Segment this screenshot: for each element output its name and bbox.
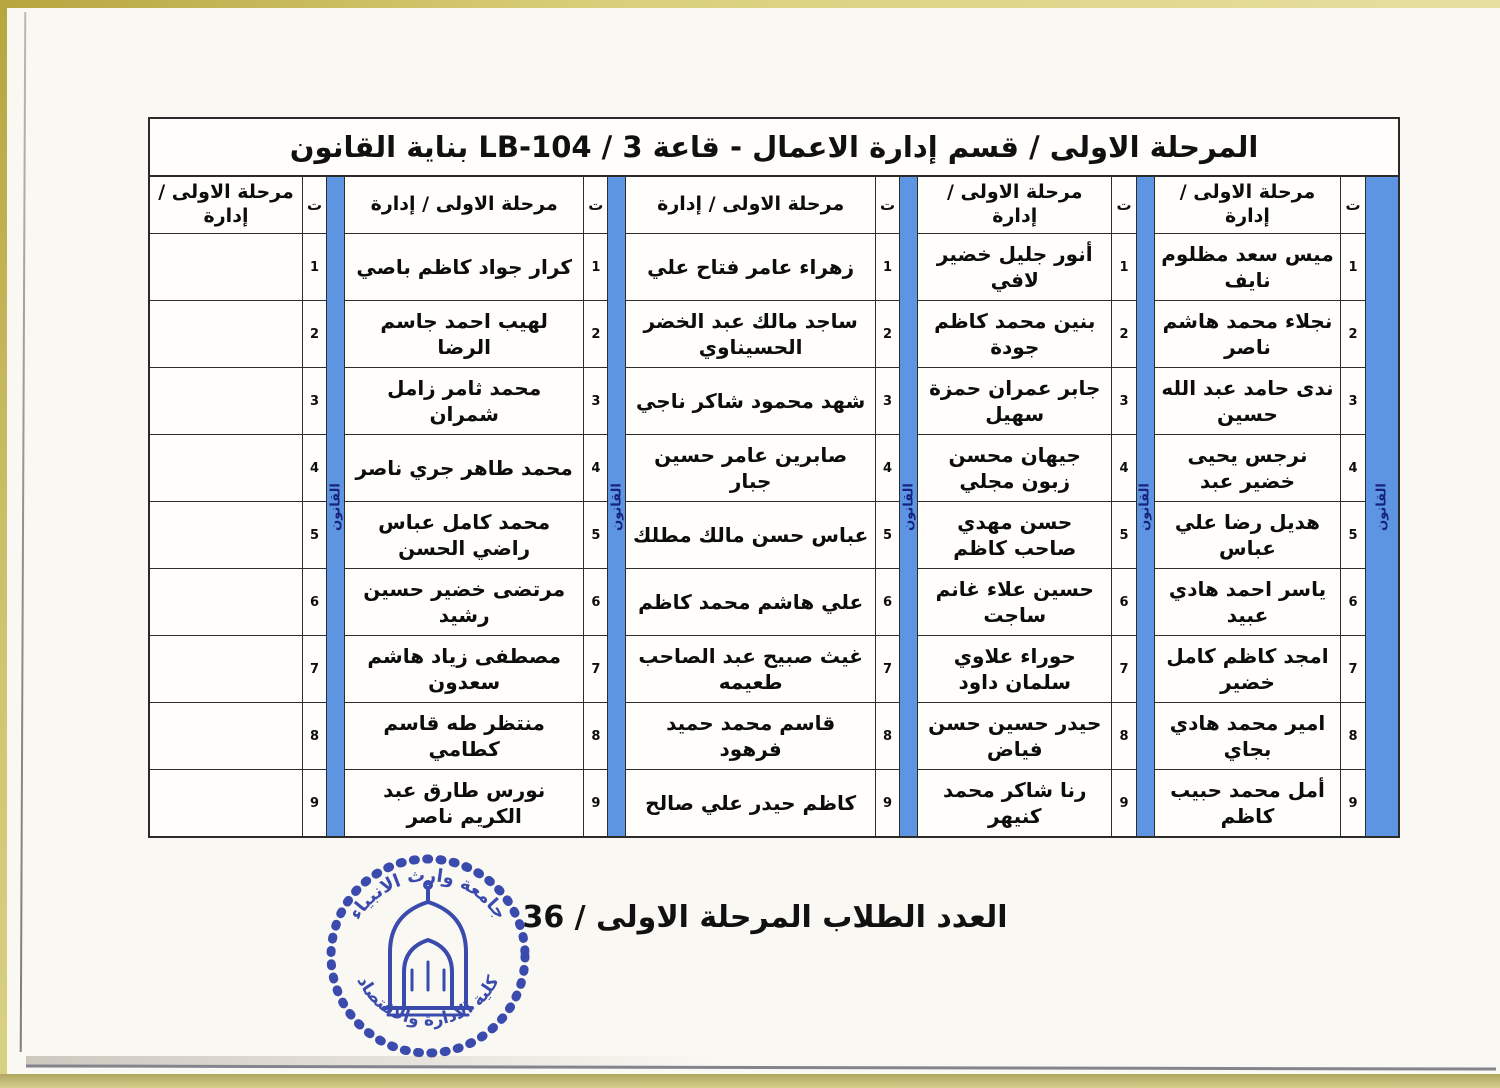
scan-edge-top — [0, 0, 1500, 8]
law-building-bar-label: القانون — [1374, 482, 1390, 531]
row-number-cell: 1 — [876, 234, 899, 301]
row-number-cell: 8 — [1341, 703, 1364, 770]
row-number-cell: 5 — [303, 502, 326, 569]
row-number-cell: 3 — [303, 368, 326, 435]
scan-edge-left — [0, 0, 7, 1088]
row-number-cell: 1 — [1341, 234, 1364, 301]
row-number-cell: 8 — [876, 703, 899, 770]
student-name-cell: نجلاء محمد هاشم ناصر — [1155, 301, 1341, 368]
law-building-bar — [326, 177, 344, 836]
row-number-cell: 2 — [1341, 301, 1364, 368]
row-number-cell: 5 — [584, 502, 607, 569]
student-list-table — [148, 117, 1400, 838]
stamp-arch — [390, 902, 466, 1008]
row-number-cell: 4 — [876, 435, 899, 502]
student-name-cell: هديل رضا علي عباس — [1155, 502, 1341, 569]
index-column — [1111, 177, 1135, 836]
row-number-cell: 9 — [310, 795, 320, 811]
student-name-cell: حوراء علاوي سلمان داود — [918, 636, 1111, 703]
column-header-cell: مرحلة الاولى / إدارة — [150, 177, 302, 234]
student-name-cell: علي هاشم محمد كاظم — [626, 569, 875, 636]
student-name-cell — [150, 301, 302, 368]
row-number-cell: 7 — [584, 636, 607, 703]
student-name-cell: قاسم محمد حميد فرهود — [626, 703, 875, 770]
law-building-bar-label: القانون — [609, 482, 625, 531]
column-header-cell: مرحلة الاولى / إدارة — [626, 177, 875, 234]
row-number-cell: 9 — [591, 795, 601, 811]
index-header-cell: ت — [584, 177, 607, 234]
student-name-cell: غيث صبيح عبد الصاحب طعيمه — [626, 636, 875, 703]
student-name-cell: أمل محمد حبيب كاظم — [1170, 778, 1325, 828]
student-name-cell: بنين محمد كاظم جودة — [918, 301, 1111, 368]
law-building-bar-label: القانون — [1137, 482, 1153, 531]
row-number-cell: 5 — [1112, 502, 1135, 569]
index-column — [583, 177, 607, 836]
student-name-cell: امجد كاظم كامل خضير — [1155, 636, 1341, 703]
row-number-cell: 9 — [1119, 795, 1129, 811]
student-name-cell — [150, 703, 302, 770]
student-count-text: العدد الطلاب المرحلة الاولى / 36 — [522, 899, 1008, 935]
student-name-cell: ميس سعد مظلوم نايف — [1155, 234, 1341, 301]
student-name-cell — [150, 234, 302, 301]
row-number-cell: 9 — [883, 795, 893, 811]
row-number-cell: 4 — [584, 435, 607, 502]
stamp-top-text: جامعة وارث الانبياء — [344, 864, 511, 924]
student-name-cell: لهيب احمد جاسم الرضا — [345, 301, 583, 368]
row-number-cell: 8 — [303, 703, 326, 770]
student-name-cell: مرتضى خضير حسين رشيد — [345, 569, 583, 636]
row-number-cell: 3 — [1112, 368, 1135, 435]
row-number-cell: 2 — [876, 301, 899, 368]
index-header-cell: ت — [1112, 177, 1135, 234]
row-number-cell: 3 — [584, 368, 607, 435]
names-column — [625, 177, 875, 836]
row-number-cell: 7 — [1341, 636, 1364, 703]
row-number-cell: 6 — [584, 569, 607, 636]
row-number-cell: 3 — [1341, 368, 1364, 435]
law-building-bar — [899, 177, 917, 836]
table-title: المرحلة الاولى / قسم إدارة الاعمال - قاعة 3 / LB-104 بناية القانون — [150, 119, 1398, 177]
student-name-cell — [150, 770, 302, 836]
row-number-cell: 4 — [1112, 435, 1135, 502]
law-building-bar — [1136, 177, 1154, 836]
student-name-cell: جابر عمران حمزة سهيل — [918, 368, 1111, 435]
row-number-cell: 2 — [1112, 301, 1135, 368]
index-header-cell: ت — [876, 177, 899, 234]
row-number-cell: 6 — [1112, 569, 1135, 636]
column-header-cell: مرحلة الاولى / إدارة — [918, 177, 1111, 234]
student-name-cell — [150, 368, 302, 435]
stamp-graphic — [302, 850, 554, 1064]
student-name-cell: محمد طاهر جري ناصر — [345, 435, 583, 502]
row-number-cell: 1 — [303, 234, 326, 301]
student-name-cell: كرار جواد كاظم باصي — [345, 234, 583, 301]
law-building-bar-label: القانون — [901, 482, 917, 531]
student-name-cell: كاظم حيدر علي صالح — [645, 791, 857, 815]
student-name-cell: أنور جليل خضير لافي — [918, 234, 1111, 301]
scan-edge-bottom — [0, 1074, 1500, 1088]
column-header-cell: مرحلة الاولى / إدارة — [1155, 177, 1341, 234]
index-column — [875, 177, 899, 836]
student-name-cell: ياسر احمد هادي عبيد — [1155, 569, 1341, 636]
row-number-cell: 7 — [303, 636, 326, 703]
row-number-cell: 5 — [1341, 502, 1364, 569]
index-column — [302, 177, 326, 836]
student-name-cell: عباس حسن مالك مطلك — [626, 502, 875, 569]
student-name-cell — [150, 569, 302, 636]
student-name-cell: صابرين عامر حسين جبار — [626, 435, 875, 502]
student-name-cell: رنا شاكر محمد كنيهر — [943, 778, 1087, 828]
student-name-cell: ساجد مالك عبد الخضر الحسيناوي — [626, 301, 875, 368]
page-left-edge-line — [20, 12, 27, 1052]
row-number-cell: 2 — [584, 301, 607, 368]
student-name-cell: جيهان محسن زبون مجلي — [918, 435, 1111, 502]
column-header-cell: مرحلة الاولى / إدارة — [345, 177, 583, 234]
row-number-cell: 9 — [1348, 795, 1358, 811]
names-column — [917, 177, 1111, 836]
student-name-cell: نرجس يحيى خضير عبد — [1155, 435, 1341, 502]
page-bottom-edge-line — [26, 1064, 1496, 1070]
row-number-cell: 1 — [584, 234, 607, 301]
row-number-cell: 4 — [303, 435, 326, 502]
names-column — [150, 177, 302, 836]
row-number-cell: 2 — [303, 301, 326, 368]
student-name-cell — [150, 502, 302, 569]
row-number-cell: 8 — [584, 703, 607, 770]
student-name-cell — [150, 636, 302, 703]
row-number-cell: 5 — [876, 502, 899, 569]
student-name-cell: ندى حامد عبد الله حسين — [1155, 368, 1341, 435]
row-number-cell: 4 — [1341, 435, 1364, 502]
student-name-cell: محمد ثامر زامل شمران — [345, 368, 583, 435]
university-stamp — [302, 850, 554, 1064]
student-name-cell: حسن مهدي صاحب كاظم — [918, 502, 1111, 569]
law-building-bar — [607, 177, 625, 836]
law-building-bar-label: القانون — [328, 482, 344, 531]
student-name-cell — [150, 435, 302, 502]
index-header-cell: ت — [303, 177, 326, 234]
row-number-cell: 6 — [876, 569, 899, 636]
stamp-bottom-text: كلية الادارة والاقتصاد — [352, 972, 504, 1031]
names-column — [344, 177, 583, 836]
law-building-bar — [1365, 177, 1398, 836]
row-number-cell: 8 — [1112, 703, 1135, 770]
table-grid — [150, 177, 1398, 836]
student-name-cell: شهد محمود شاكر ناجي — [626, 368, 875, 435]
student-name-cell: نورس طارق عبد الكريم ناصر — [383, 778, 546, 828]
names-column — [1154, 177, 1341, 836]
row-number-cell: 6 — [303, 569, 326, 636]
row-number-cell: 1 — [1112, 234, 1135, 301]
student-name-cell: منتظر طه قاسم كطامي — [345, 703, 583, 770]
student-name-cell: زهراء عامر فتاح علي — [626, 234, 875, 301]
row-number-cell: 6 — [1341, 569, 1364, 636]
student-name-cell: حيدر حسين حسن فياض — [918, 703, 1111, 770]
row-number-cell: 7 — [1112, 636, 1135, 703]
row-number-cell: 3 — [876, 368, 899, 435]
student-name-cell: حسين علاء غانم ساجت — [918, 569, 1111, 636]
index-header-cell: ت — [1341, 177, 1364, 234]
row-number-cell: 7 — [876, 636, 899, 703]
student-name-cell: مصطفى زياد هاشم سعدون — [345, 636, 583, 703]
index-column — [1340, 177, 1364, 836]
student-name-cell: محمد كامل عباس راضي الحسن — [345, 502, 583, 569]
student-name-cell: امير محمد هادي بجاي — [1155, 703, 1341, 770]
